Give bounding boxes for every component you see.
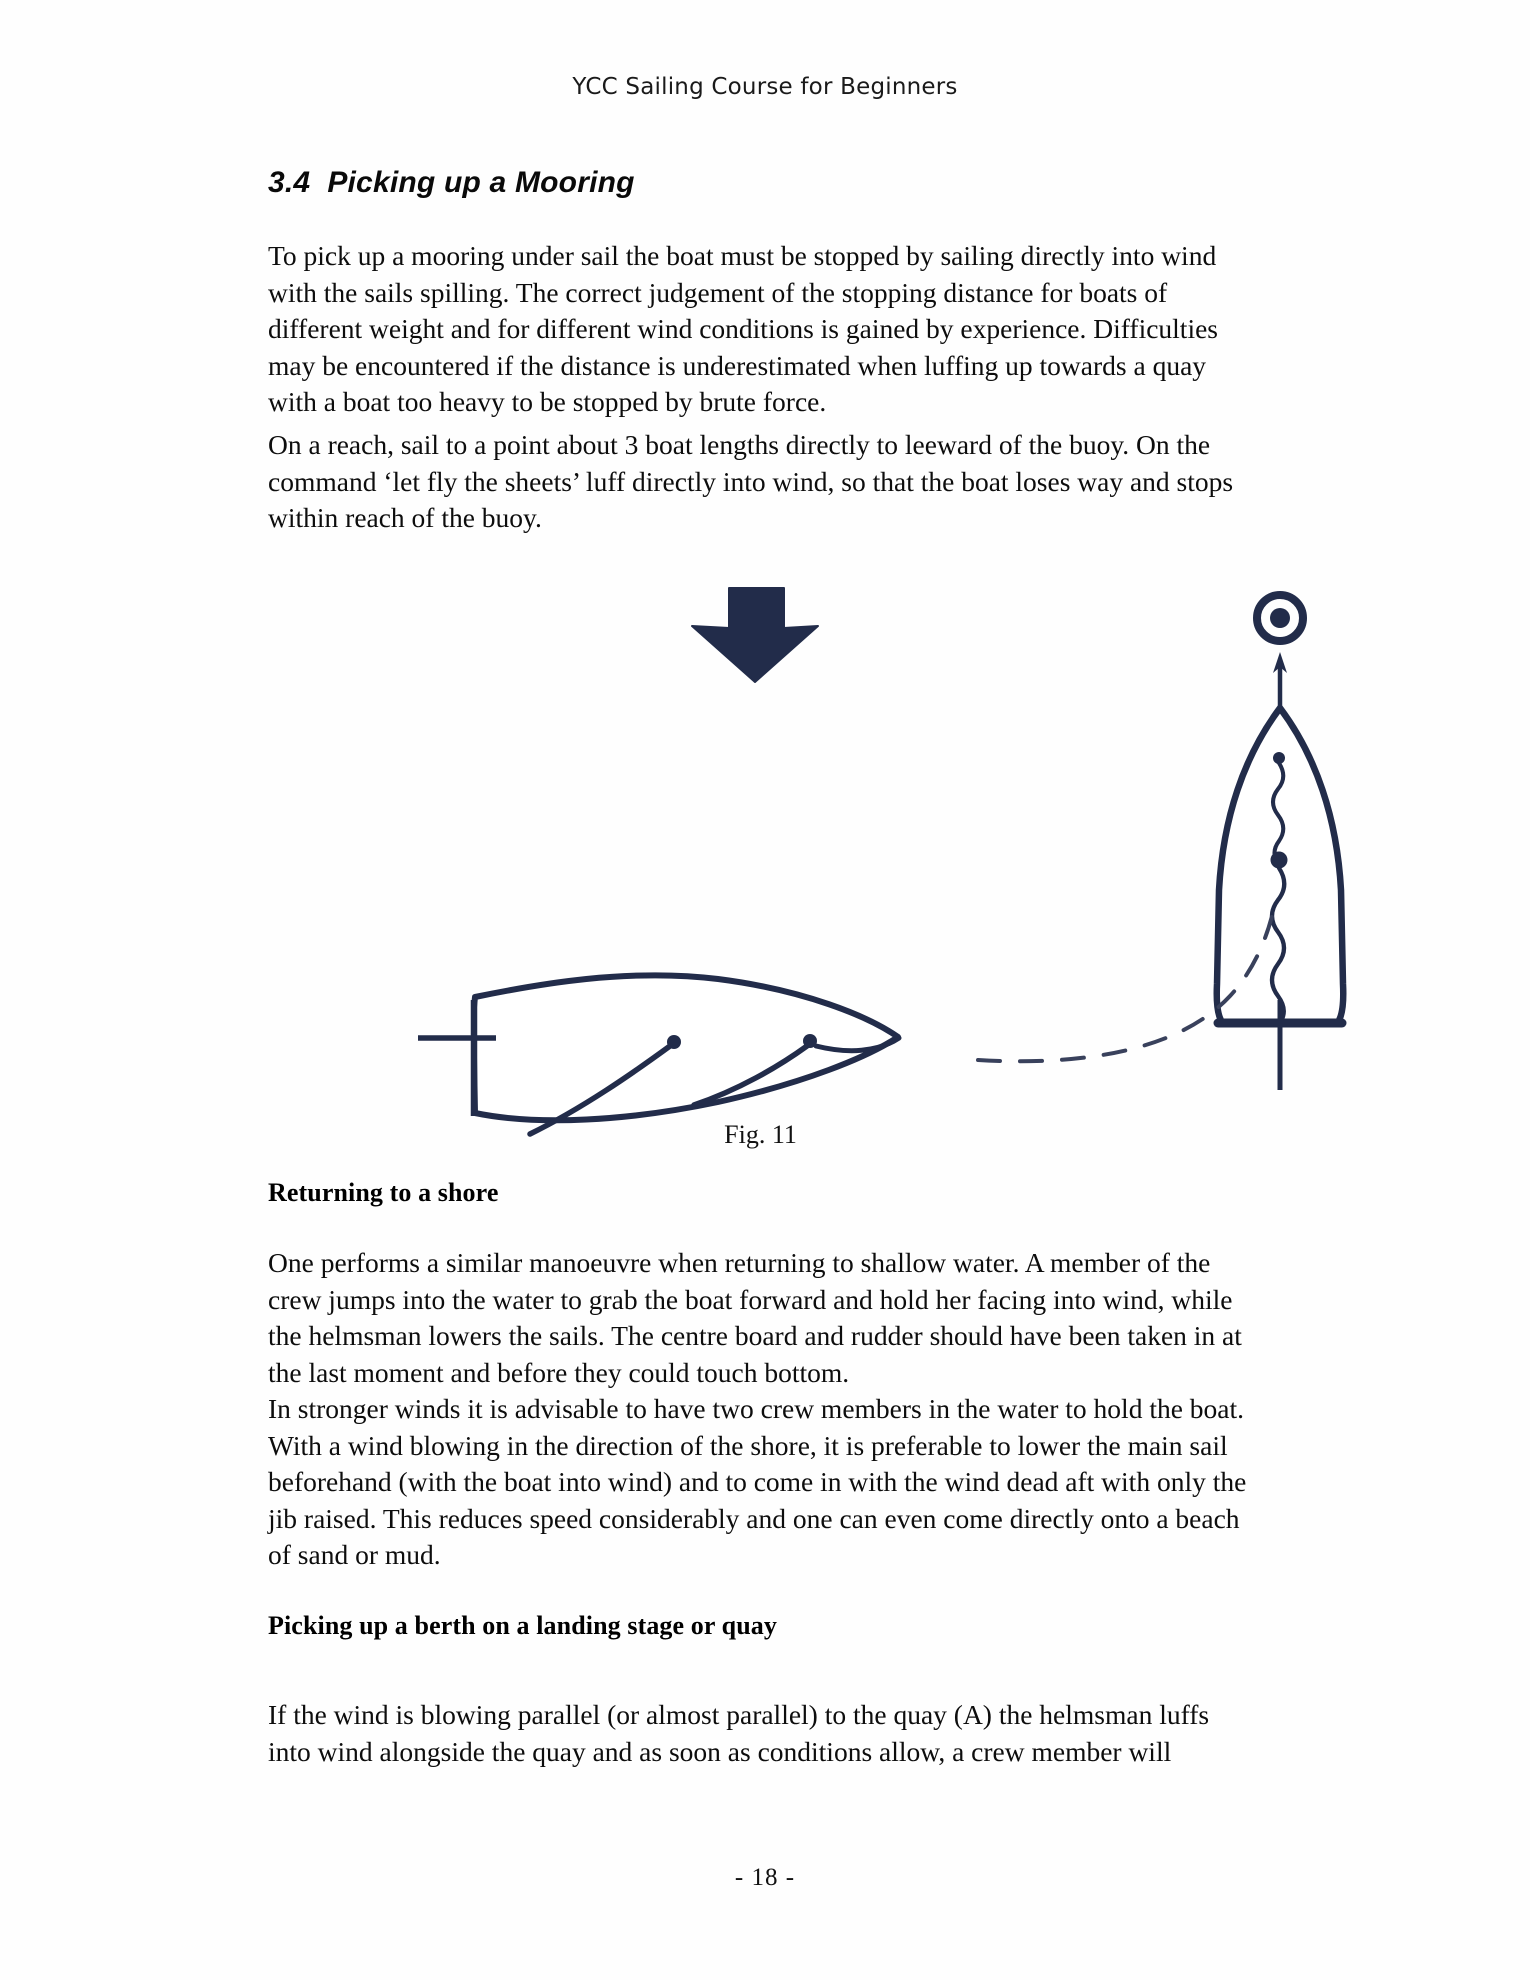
- subheading-returning-to-shore: Returning to a shore: [268, 1178, 499, 1207]
- bow-to-buoy-arrow: [1273, 652, 1287, 708]
- paragraph-intro: To pick up a mooring under sail the boat must be stopped by sailing directly into wind with the sails spilling. The correct judgement of the stopping distance for boats of different weight and for different wind conditions is gained by experience. Difficulties may be encountered if the distance is underestimated when luffing up towards a quay with a boat too heavy to be stopped by brute force.: [268, 240, 1218, 417]
- page-title: [268, 166, 635, 200]
- paragraph-returning-to-shore: One performs a similar manoeuvre when returning to shallow water. A member of the crew jumps into the water to grab the boat forward and hold her facing into wind, while the helmsman lowers the sails. The centre board and rudder should have been taken in at the last moment and before they could touch bottom. In stronger winds it is advisable to have two crew members in the water to hold the boat. With a wind blowing in the direction of the shore, it is preferable to lower the main sail beforehand (with the boat into wind) and to come in with the wind dead aft with only the jib raised. This reduces speed considerably and one can even come directly onto a beach of sand or mud.: [268, 1247, 1247, 1570]
- figure-caption: Fig. 11: [724, 1120, 797, 1149]
- figure-11-drawing: [418, 560, 1518, 1170]
- subheading-picking-up-berth: Picking up a berth on a landing stage or quay: [268, 1611, 777, 1640]
- boat-on-reach: [418, 975, 899, 1134]
- wind-direction-arrow: [692, 588, 818, 682]
- boat-head-to-wind-luffing: [1217, 708, 1344, 1090]
- section-title: Picking up a Mooring: [327, 166, 635, 199]
- paragraph-approach: On a reach, sail to a point about 3 boat lengths directly to leeward of the buoy. On the command ‘let fly the sheets’ luff directly into wind, so that the boat loses way and stops within reach of the buoy.: [268, 429, 1234, 533]
- section-number: 3.4: [268, 166, 311, 199]
- mooring-buoy: [1257, 595, 1303, 641]
- page-number: - 18 -: [734, 1864, 796, 1891]
- running-header: YCC Sailing Course for Beginners: [572, 74, 958, 100]
- paragraph-picking-up-berth: If the wind is blowing parallel (or almost parallel) to the quay (A) the helmsman luffs into wind alongside the quay and as soon as conditions allow, a crew member will: [268, 1699, 1210, 1767]
- figure-11: [418, 560, 1518, 1170]
